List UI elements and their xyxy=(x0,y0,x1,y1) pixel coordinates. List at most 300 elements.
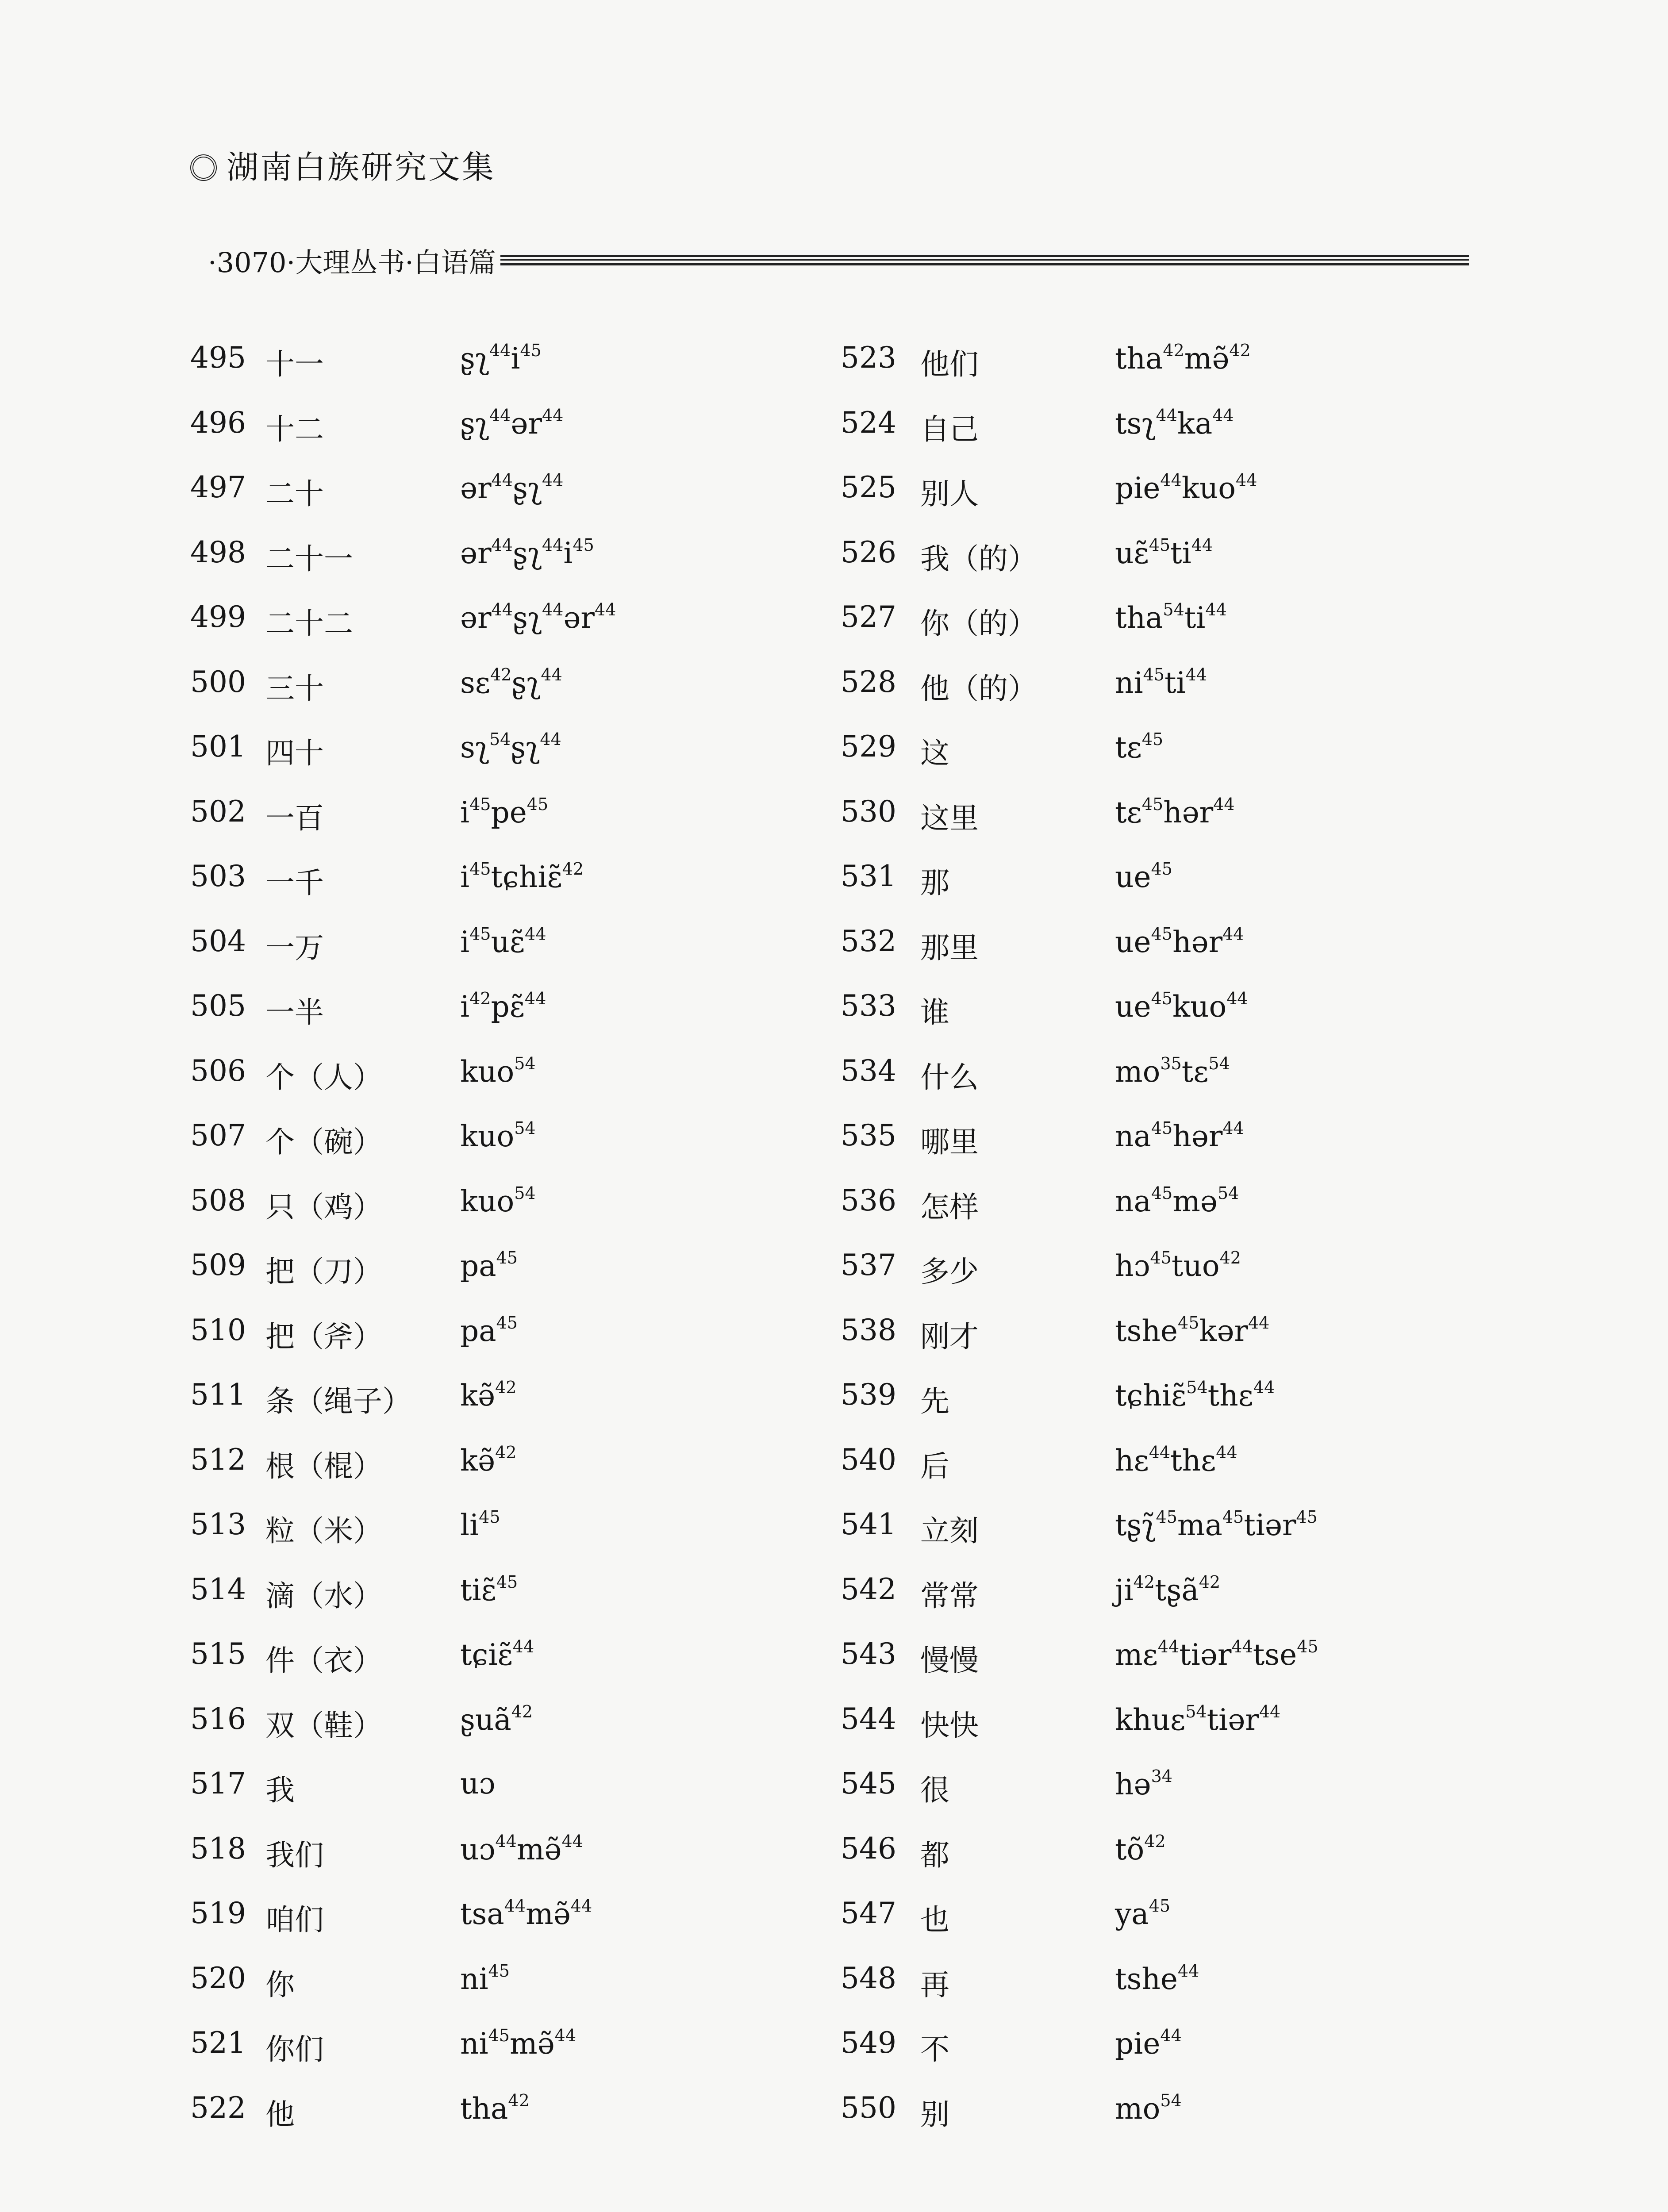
entry-number: 547 xyxy=(841,1896,896,1930)
tone-number: 44 xyxy=(540,730,561,749)
entry-number: 544 xyxy=(841,1701,896,1736)
entry-word: 他 xyxy=(265,2097,295,2131)
entry-pronunciation xyxy=(1115,470,1257,505)
entry-pronunciation xyxy=(460,2026,576,2061)
tone-number: 42 xyxy=(469,989,491,1008)
entry-word: 十一 xyxy=(265,347,324,381)
tone-number: 44 xyxy=(561,1831,583,1851)
syllable: tɛ xyxy=(1115,795,1142,830)
tone-number: 45 xyxy=(488,1961,510,1981)
entry-pronunciation xyxy=(1115,1767,1172,1801)
syllable: khuɛ xyxy=(1115,1702,1186,1737)
tone-number: 44 xyxy=(1205,600,1227,619)
tone-number: 35 xyxy=(1160,1053,1182,1073)
syllable: kuo xyxy=(460,1054,515,1089)
entry-pronunciation xyxy=(460,730,561,764)
syllable: hər xyxy=(1163,795,1214,830)
entry-word: 四十 xyxy=(265,736,324,770)
entry-pronunciation xyxy=(1115,1572,1220,1607)
entry-pronunciation xyxy=(460,1896,592,1931)
tone-number: 44 xyxy=(491,535,513,555)
syllable: i xyxy=(460,860,470,894)
entry-number: 541 xyxy=(841,1507,896,1541)
entry-number: 525 xyxy=(841,470,896,504)
entry-pronunciation xyxy=(460,341,542,376)
entry-word: 只（鸡） xyxy=(265,1190,382,1224)
entry-word: 滴（水） xyxy=(265,1578,382,1613)
entry-number: 517 xyxy=(190,1767,246,1801)
entry-number: 499 xyxy=(190,600,246,634)
entry-word: 一半 xyxy=(265,995,324,1029)
entry-pronunciation xyxy=(460,2091,530,2126)
tone-number: 45 xyxy=(527,794,549,814)
tone-number: 44 xyxy=(1160,2026,1182,2045)
entry-number: 535 xyxy=(841,1118,896,1152)
tone-number: 42 xyxy=(495,1442,517,1462)
entry-number: 498 xyxy=(190,535,246,569)
entry-number: 522 xyxy=(190,2090,246,2125)
entry-word: 怎样 xyxy=(920,1190,979,1224)
header-rule xyxy=(500,255,1469,265)
entry-word: 后 xyxy=(920,1449,949,1483)
syllable: mo xyxy=(1115,2091,1161,2126)
entry-number: 546 xyxy=(841,1831,896,1866)
syllable: tɛ xyxy=(1181,1054,1209,1089)
series-title: ·3070·大理丛书·白语篇 xyxy=(208,246,496,279)
syllable: tsʅ xyxy=(1115,406,1156,441)
syllable: sɛ xyxy=(460,665,491,700)
entry-word: 把（刀） xyxy=(265,1255,382,1289)
tone-number: 44 xyxy=(1248,1313,1270,1333)
entry-number: 534 xyxy=(841,1053,896,1088)
entry-pronunciation xyxy=(1115,406,1234,441)
tone-number: 44 xyxy=(541,664,562,684)
entry-pronunciation xyxy=(1115,1118,1244,1153)
entry-word: 很 xyxy=(920,1773,949,1807)
tone-number: 54 xyxy=(514,1053,536,1073)
tone-number: 42 xyxy=(495,1378,517,1397)
entry-pronunciation xyxy=(460,1767,495,1801)
entry-pronunciation xyxy=(460,1378,516,1413)
entry-word: 快快 xyxy=(920,1708,979,1743)
syllable: tha xyxy=(1115,342,1163,376)
syllable: ue xyxy=(1115,990,1151,1024)
entry-word: 我们 xyxy=(265,1838,324,1872)
tone-number: 44 xyxy=(554,2026,576,2045)
entry-word: 个（人） xyxy=(265,1060,382,1094)
tone-number: 44 xyxy=(525,924,546,944)
entry-pronunciation xyxy=(460,859,584,894)
entry-pronunciation xyxy=(1115,1896,1170,1931)
entry-word: 把（斧） xyxy=(265,1319,382,1354)
entry-word: 咱们 xyxy=(265,1903,324,1937)
entry-number: 519 xyxy=(190,1896,246,1930)
syllable: ji xyxy=(1115,1573,1134,1607)
syllable: tɕiɛ̃ xyxy=(460,1638,513,1672)
entry-pronunciation xyxy=(1115,1378,1275,1413)
tone-number: 54 xyxy=(1163,600,1184,619)
tone-number: 44 xyxy=(489,405,511,425)
tone-number: 42 xyxy=(1144,1831,1166,1851)
entry-number: 536 xyxy=(841,1183,896,1217)
tone-number: 45 xyxy=(469,794,491,814)
entry-word: 二十一 xyxy=(265,541,353,576)
entry-word: 这 xyxy=(920,736,949,770)
tone-number: 44 xyxy=(1216,1442,1238,1462)
entry-number: 540 xyxy=(841,1442,896,1477)
syllable: ya xyxy=(1115,1897,1149,1931)
entry-number: 526 xyxy=(841,535,896,569)
syllable: kə̃ xyxy=(460,1379,496,1413)
entry-pronunciation xyxy=(460,470,563,505)
syllable: ʂʅ xyxy=(460,406,489,441)
entry-word: 别 xyxy=(920,2097,949,2131)
entry-pronunciation xyxy=(1115,859,1172,894)
tone-number: 54 xyxy=(1217,1183,1239,1203)
entry-number: 515 xyxy=(190,1637,246,1671)
entry-word: 立刻 xyxy=(920,1514,979,1548)
tone-number: 45 xyxy=(469,859,491,879)
entry-number: 548 xyxy=(841,1961,896,1995)
entry-number: 509 xyxy=(190,1248,246,1282)
syllable: ti xyxy=(1170,536,1191,570)
entry-word: 不 xyxy=(920,2032,949,2066)
tone-number: 45 xyxy=(469,924,491,944)
entry-word: 也 xyxy=(920,1903,949,1937)
entry-pronunciation xyxy=(460,535,594,570)
tone-number: 42 xyxy=(1163,341,1184,360)
entry-number: 513 xyxy=(190,1507,246,1541)
syllable: ʂʅ xyxy=(512,471,542,505)
entry-pronunciation xyxy=(460,1313,518,1348)
entry-number: 550 xyxy=(841,2090,896,2125)
tone-number: 42 xyxy=(508,2090,530,2110)
book-title: 湖南白族研究文集 xyxy=(227,149,496,186)
entry-pronunciation xyxy=(1115,1248,1241,1283)
syllable: tse xyxy=(1253,1638,1297,1672)
entry-word: 条（绳子） xyxy=(265,1384,411,1418)
syllable: uɔ xyxy=(460,1767,496,1801)
syllable: i xyxy=(511,342,520,376)
syllable: pe xyxy=(491,795,527,830)
syllable: ue xyxy=(1115,925,1151,959)
entry-word: 多少 xyxy=(920,1255,979,1289)
tone-number: 44 xyxy=(504,1896,526,1916)
tone-number: 44 xyxy=(1231,1637,1253,1656)
entry-pronunciation xyxy=(1115,341,1251,376)
tone-number: 42 xyxy=(1133,1572,1155,1592)
entry-pronunciation xyxy=(1115,665,1207,700)
syllable: uɛ̃ xyxy=(1115,536,1149,570)
tone-number: 45 xyxy=(1141,794,1164,814)
tone-number: 42 xyxy=(490,664,512,684)
entry-number: 524 xyxy=(841,405,896,440)
tone-number: 45 xyxy=(1296,1507,1318,1527)
tone-number: 45 xyxy=(1222,1507,1244,1527)
tone-number: 42 xyxy=(1199,1572,1221,1592)
syllable: na xyxy=(1115,1184,1151,1218)
entry-word: 根（棍） xyxy=(265,1449,382,1483)
entry-number: 496 xyxy=(190,405,246,440)
entry-number: 507 xyxy=(190,1118,246,1152)
syllable: tha xyxy=(460,2091,508,2126)
entry-number: 523 xyxy=(841,341,896,375)
tone-number: 45 xyxy=(1151,924,1172,944)
tone-number: 45 xyxy=(479,1507,500,1527)
entry-number: 545 xyxy=(841,1767,896,1801)
syllable: hə xyxy=(1115,1767,1151,1801)
syllable: ʂʅ xyxy=(511,665,541,700)
entry-number: 520 xyxy=(190,1961,246,1995)
entry-number: 530 xyxy=(841,794,896,829)
tone-number: 44 xyxy=(1236,470,1257,490)
entry-pronunciation xyxy=(1115,1702,1280,1737)
entry-number: 533 xyxy=(841,989,896,1023)
syllable: ər xyxy=(460,601,492,635)
syllable: mə̃ xyxy=(509,2027,555,2061)
entry-word: 刚才 xyxy=(920,1319,979,1354)
entry-pronunciation xyxy=(460,1832,583,1866)
circle-mark-icon xyxy=(190,154,217,181)
tone-number: 42 xyxy=(511,1701,533,1721)
entry-number: 495 xyxy=(190,341,246,375)
syllable: hɔ xyxy=(1115,1249,1150,1283)
tone-number: 45 xyxy=(1151,859,1172,879)
tone-number: 45 xyxy=(1297,1637,1318,1656)
entry-word: 慢慢 xyxy=(920,1644,979,1678)
tone-number: 44 xyxy=(1259,1701,1281,1721)
entry-pronunciation xyxy=(460,1183,536,1218)
syllable: pa xyxy=(460,1313,496,1348)
tone-number: 44 xyxy=(489,341,511,360)
syllable: pɛ̃ xyxy=(491,990,525,1024)
tone-number: 44 xyxy=(1253,1378,1275,1397)
syllable: pie xyxy=(1115,2027,1161,2061)
syllable: mə̃ xyxy=(1184,342,1230,376)
tone-number: 44 xyxy=(1213,794,1235,814)
tone-number: 45 xyxy=(1141,730,1164,749)
syllable: ʂuã xyxy=(460,1702,511,1737)
tone-number: 44 xyxy=(1157,1637,1180,1656)
entry-pronunciation xyxy=(460,1572,518,1607)
entry-number: 506 xyxy=(190,1053,246,1088)
entry-word: 你们 xyxy=(265,2032,324,2066)
entry-number: 549 xyxy=(841,2026,896,2060)
entry-number: 510 xyxy=(190,1313,246,1347)
tone-number: 44 xyxy=(542,535,564,555)
entry-pronunciation xyxy=(1115,1443,1238,1478)
tone-number: 54 xyxy=(514,1183,536,1203)
entry-word: 自己 xyxy=(920,412,979,446)
entry-pronunciation xyxy=(460,406,563,441)
entry-pronunciation xyxy=(1115,989,1248,1024)
entry-pronunciation xyxy=(1115,795,1235,830)
entry-word: 我 xyxy=(265,1773,295,1807)
tone-number: 45 xyxy=(1149,1896,1170,1916)
syllable: mo xyxy=(1115,1054,1161,1089)
tone-number: 45 xyxy=(1177,1313,1199,1333)
entry-number: 527 xyxy=(841,600,896,634)
syllable: tiər xyxy=(1179,1638,1232,1672)
book-header xyxy=(190,142,496,188)
entry-number: 531 xyxy=(841,859,896,893)
syllable: tɛ xyxy=(1115,730,1142,764)
entry-pronunciation xyxy=(1115,2091,1182,2126)
syllable: mə̃ xyxy=(516,1832,562,1866)
tone-number: 54 xyxy=(1186,1378,1208,1397)
tone-number: 42 xyxy=(1219,1248,1241,1267)
entry-word: 常常 xyxy=(920,1578,979,1613)
entry-pronunciation xyxy=(1115,1961,1199,1996)
syllable: mɛ xyxy=(1115,1638,1158,1672)
entry-word: 你 xyxy=(265,1967,295,2002)
tone-number: 44 xyxy=(1222,1118,1244,1138)
entry-word: 哪里 xyxy=(920,1125,979,1159)
syllable: i xyxy=(460,795,470,830)
syllable: sʅ xyxy=(460,730,489,764)
entry-number: 501 xyxy=(190,730,246,764)
tone-number: 44 xyxy=(1149,1442,1171,1462)
entry-word: 他（的） xyxy=(920,671,1037,706)
entry-number: 528 xyxy=(841,664,896,699)
syllable: ni xyxy=(460,2027,488,2061)
entry-pronunciation xyxy=(460,600,616,635)
entry-word: 都 xyxy=(920,1838,949,1872)
syllable: i xyxy=(460,925,470,959)
syllable: pa xyxy=(460,1249,496,1283)
syllable: i xyxy=(460,990,470,1024)
syllable: kuo xyxy=(460,1119,515,1153)
syllable: tʂʅ̃ xyxy=(1115,1508,1156,1542)
entry-number: 538 xyxy=(841,1313,896,1347)
syllable: tõ xyxy=(1115,1832,1145,1866)
syllable: kər xyxy=(1199,1313,1248,1348)
entry-word: 那里 xyxy=(920,930,979,965)
entry-number: 518 xyxy=(190,1831,246,1866)
entry-number: 539 xyxy=(841,1378,896,1412)
entry-word: 二十 xyxy=(265,477,324,511)
entry-number: 497 xyxy=(190,470,246,504)
entry-word: 什么 xyxy=(920,1060,979,1094)
entry-word: 件（衣） xyxy=(265,1644,382,1678)
entry-pronunciation xyxy=(1115,1832,1166,1866)
syllable: ni xyxy=(1115,665,1143,700)
tone-number: 44 xyxy=(570,1896,592,1916)
tone-number: 44 xyxy=(1222,924,1244,944)
entry-word: 这里 xyxy=(920,801,979,835)
entry-pronunciation xyxy=(1115,535,1213,570)
tone-number: 44 xyxy=(1226,989,1248,1008)
syllable: kuo xyxy=(1172,990,1227,1024)
syllable: tshe xyxy=(1115,1962,1178,1996)
entry-number: 504 xyxy=(190,924,246,958)
syllable: ʂʅ xyxy=(511,730,540,764)
syllable: hər xyxy=(1172,1119,1223,1153)
syllable: hɛ xyxy=(1115,1443,1149,1478)
tone-number: 42 xyxy=(562,859,584,879)
entry-pronunciation xyxy=(460,1507,500,1542)
entry-pronunciation xyxy=(460,1118,536,1153)
syllable: kuo xyxy=(460,1184,515,1218)
syllable: ni xyxy=(460,1962,488,1996)
entry-number: 511 xyxy=(190,1378,246,1412)
tone-number: 44 xyxy=(491,470,513,490)
syllable: uɛ̃ xyxy=(491,925,525,959)
tone-number: 44 xyxy=(512,1637,534,1656)
syllable: tha xyxy=(1115,601,1163,635)
entry-pronunciation xyxy=(460,1961,510,1996)
entry-word: 三十 xyxy=(265,671,324,706)
syllable: ʂʅ xyxy=(460,342,489,376)
syllable: tsa xyxy=(460,1897,504,1931)
syllable: ti xyxy=(1184,601,1206,635)
syllable: hər xyxy=(1172,925,1223,959)
syllable: i xyxy=(563,536,573,570)
syllable: tiɛ̃ xyxy=(460,1573,496,1607)
tone-number: 54 xyxy=(1208,1053,1230,1073)
tone-number: 34 xyxy=(1151,1767,1172,1786)
entry-word: 我（的） xyxy=(920,541,1037,576)
entry-word: 再 xyxy=(920,1967,949,2002)
syllable: pie xyxy=(1115,471,1161,505)
tone-number: 54 xyxy=(1160,2090,1182,2110)
entry-word: 一千 xyxy=(265,866,324,900)
entry-word: 别人 xyxy=(920,477,979,511)
entry-word: 一百 xyxy=(265,801,324,835)
tone-number: 45 xyxy=(1156,1507,1177,1527)
entry-number: 529 xyxy=(841,730,896,764)
tone-number: 45 xyxy=(1151,1183,1173,1203)
syllable: ma xyxy=(1177,1508,1222,1542)
syllable: li xyxy=(460,1508,479,1542)
entry-pronunciation xyxy=(460,1248,518,1283)
entry-pronunciation xyxy=(1115,1183,1239,1218)
entry-pronunciation xyxy=(1115,924,1244,959)
entry-number: 537 xyxy=(841,1248,896,1282)
entry-word: 你（的） xyxy=(920,607,1037,641)
tone-number: 45 xyxy=(496,1248,518,1267)
tone-number: 44 xyxy=(524,989,546,1008)
syllable: tɕhiɛ̃ xyxy=(491,860,562,894)
entry-pronunciation xyxy=(460,1702,533,1737)
syllable: thɛ xyxy=(1207,1379,1253,1413)
tone-number: 54 xyxy=(514,1118,536,1138)
tone-number: 44 xyxy=(1160,470,1182,490)
entry-pronunciation xyxy=(460,665,562,700)
tone-number: 45 xyxy=(573,535,594,555)
tone-number: 44 xyxy=(594,600,616,619)
entry-number: 514 xyxy=(190,1572,246,1606)
tone-number: 44 xyxy=(1185,664,1207,684)
tone-number: 45 xyxy=(496,1313,518,1333)
entry-word: 二十二 xyxy=(265,607,353,641)
entry-number: 516 xyxy=(190,1701,246,1736)
syllable: ʂʅ xyxy=(512,536,542,570)
syllable: tɕhiɛ̃ xyxy=(1115,1379,1187,1413)
entry-pronunciation xyxy=(1115,730,1163,764)
tone-number: 44 xyxy=(542,405,564,425)
tone-number: 42 xyxy=(1229,341,1251,360)
entry-number: 542 xyxy=(841,1572,896,1606)
syllable: ka xyxy=(1177,406,1213,441)
entry-pronunciation xyxy=(460,795,548,830)
syllable: mə̃ xyxy=(526,1897,571,1931)
syllable: na xyxy=(1115,1119,1151,1153)
entry-pronunciation xyxy=(460,1054,536,1089)
entry-pronunciation xyxy=(460,989,546,1024)
entry-number: 508 xyxy=(190,1183,246,1217)
entry-pronunciation xyxy=(460,1637,534,1672)
